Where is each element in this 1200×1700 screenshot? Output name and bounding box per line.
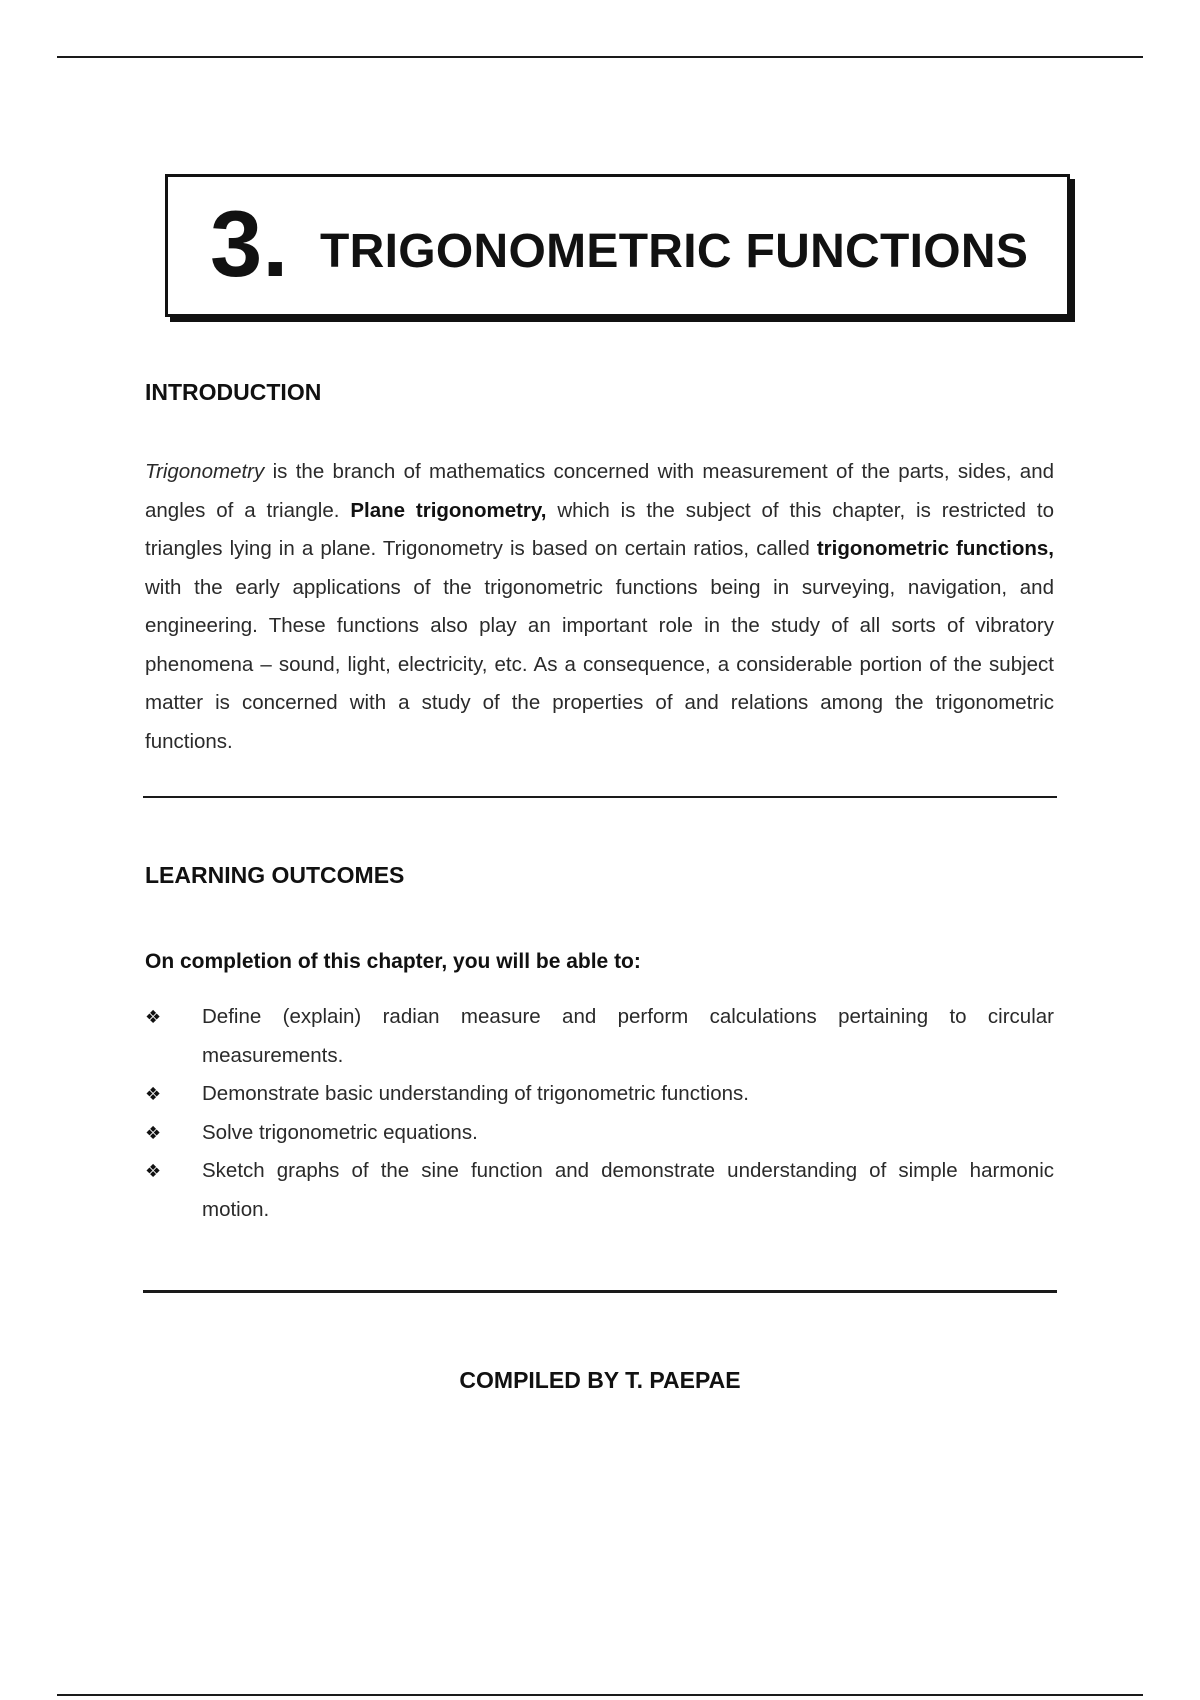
list-item [145, 1114, 1054, 1153]
list-item [145, 998, 1054, 1075]
intro-segment-italic: Trigonometry [145, 460, 265, 483]
learning-outcomes-subheading: On completion of this chapter, you will be able to: [145, 950, 641, 973]
intro-segment: is the branch of mathematics concerned with measurement of the parts, sides, and angles of a triangle. [145, 460, 1054, 522]
section-divider [143, 1290, 1057, 1293]
diamond-bullet-icon: ❖ [145, 1007, 162, 1027]
diamond-bullet-icon: ❖ [145, 1161, 162, 1181]
chapter-number: 3. [210, 191, 289, 296]
outcome-text: Solve trigonometric equations. [202, 1120, 478, 1144]
bottom-rule [57, 1694, 1143, 1696]
compiled-by: COMPILED BY T. PAEPAE [459, 1367, 741, 1393]
list-item [145, 1075, 1054, 1114]
introduction-paragraph [145, 453, 1054, 761]
intro-segment-bold: trigonometric functions, [816, 537, 1054, 560]
introduction-heading: INTRODUCTION [145, 379, 322, 405]
section-divider [143, 796, 1057, 798]
top-rule [57, 56, 1143, 58]
learning-outcomes-heading: LEARNING OUTCOMES [145, 862, 405, 888]
intro-segment: with the early applications of the trigonometric functions being in surveying, navigation, and engineering. These functions also play an important role in the study of all sorts of vibratory phenomena – sound, light, electricity, etc. As a consequence, a considerable portion of the subject matter is concerned with a study of the properties of and relations among the trigonometric functions. [145, 575, 1054, 753]
chapter-title-box [165, 174, 1070, 317]
intro-segment-bold: Plane trigonometry, [350, 498, 547, 522]
diamond-bullet-icon: ❖ [145, 1122, 162, 1143]
intro-segment: which is the subject of this chapter, is restricted to triangles lying in a plane. Trigonometry is based on certain ratios, called [145, 498, 1055, 560]
outcome-text: Sketch graphs of the sine function and demonstrate understanding of simple harmonic motion. [202, 1159, 1054, 1221]
outcome-text: Demonstrate basic understanding of trigonometric functions. [202, 1082, 749, 1105]
chapter-title: TRIGONOMETRIC FUNCTIONS [320, 225, 1029, 278]
list-item [145, 1152, 1054, 1229]
outcome-text: Define (explain) radian measure and perform calculations pertaining to circular measurements. [202, 1005, 1054, 1067]
learning-outcomes-list [145, 998, 1054, 1229]
diamond-bullet-icon: ❖ [145, 1084, 162, 1104]
